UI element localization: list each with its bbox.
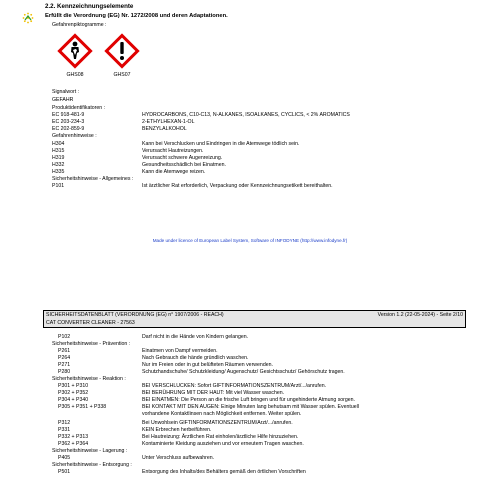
precaution-text: Kontaminierte Kleidung ausziehen und vor erneutem Tragen waschen. bbox=[142, 441, 304, 447]
precaution-text: Darf nicht in die Hände von Kindern gelangen. bbox=[142, 334, 249, 340]
product-id-code: EC 918-481-9 bbox=[52, 112, 85, 118]
section-title: 2.2. Kennzeichnungselemente bbox=[45, 3, 134, 10]
precaution-code: P331 bbox=[58, 427, 71, 433]
precaution-text: Bei Hautreizung: Ärztlichen Rat einholen/ärztliche Hilfe hinzuziehen. bbox=[142, 434, 299, 440]
hazard-code: H315 bbox=[52, 148, 65, 154]
precaution-text: BEI BERÜHRUNG MIT DER HAUT: Mit viel Wasser waschen. bbox=[142, 390, 285, 396]
page-gap bbox=[0, 252, 500, 310]
pictograms-label: Gefahrenpiktogramme : bbox=[52, 22, 107, 28]
storage-label: Sicherheitshinweise - Lagerung : bbox=[52, 448, 128, 454]
hazard-text: Verursacht schwere Augenreizung. bbox=[142, 155, 223, 161]
disposal-label: Sicherheitshinweise - Entsorgung : bbox=[52, 462, 132, 468]
precaution-code: P264 bbox=[58, 355, 71, 361]
precaution-text: Entsorgung des Inhalts/des Behälters gemäß den örtlichen Vorschriften bbox=[142, 469, 306, 475]
signal-word-label: Signalwort : bbox=[52, 89, 80, 95]
precaution-text: Schutzhandschuhe/ Schutzkleidung/ Augenschutz/ Gesichtsschutz/ Gehörschutz tragen. bbox=[142, 369, 345, 375]
precaution-code: P101 bbox=[52, 183, 65, 189]
product-id-name: 2-ETHYLHEXAN-1-OL bbox=[142, 119, 195, 125]
pictogram-code: GHS08 bbox=[66, 72, 84, 78]
hazard-code: H335 bbox=[52, 169, 65, 175]
precaution-text: Nach Gebrauch die hände gründlich waschen. bbox=[142, 355, 249, 361]
precaution-general-label: Sicherheitshinweise - Allgemeines : bbox=[52, 176, 134, 182]
hazard-code: H304 bbox=[52, 141, 65, 147]
precaution-text: BEI EINATMEN: Die Person an die frische Luft bringen und für ungehinderte Atmung sorgen. bbox=[142, 397, 355, 403]
version-info: Version 1.2 (22-05-2024) - Seite 2/10 bbox=[377, 312, 463, 318]
document-title: SICHERHEITSDATENBLATT (VERORDNUNG (EG) n° 1907/2006 - REACH) bbox=[46, 312, 224, 318]
precaution-text: Unter Verschluss aufbewahren. bbox=[142, 455, 215, 461]
precaution-text: vorhandene Kontaktlinsen nach Möglichkeit entfernen. Weiter spülen. bbox=[142, 411, 302, 417]
precaution-text: Einatmen von Dampf vermeiden. bbox=[142, 348, 218, 354]
precaution-code: P501 bbox=[58, 469, 71, 475]
hazard-code: H319 bbox=[52, 155, 65, 161]
precaution-text: Ist ärztlicher Rat erforderlich, Verpackung oder Kennzeichnungsetikett bereithalten. bbox=[142, 183, 333, 189]
precaution-text: Nur im Freien oder in gut belüfteten Räumen verwenden. bbox=[142, 362, 273, 368]
eu-flag-icon bbox=[22, 12, 34, 24]
regulation-statement: Erfüllt die Verordnung (EG) Nr. 1272/2008 und deren Adaptationen. bbox=[45, 13, 228, 19]
product-id-code: EC 202-859-9 bbox=[52, 126, 85, 132]
precaution-text: BEI VERSCHLUCKEN: Sofort GIFTINFORMATIONSZENTRUM/Arzt/.../anrufen. bbox=[142, 383, 327, 389]
license-footnote: Made under licence of European Label System, Software of INFODYNE (http://www.infodyne.fr) bbox=[152, 238, 348, 243]
hazard-text: Kann bei Verschlucken und Eindringen in die Atemwege tödlich sein. bbox=[142, 141, 300, 147]
precaution-code: P332 + P313 bbox=[58, 434, 89, 440]
precaution-code: P362 + P364 bbox=[58, 441, 89, 447]
page-header bbox=[43, 310, 466, 328]
precaution-code: P312 bbox=[58, 420, 71, 426]
prevention-label: Sicherheitshinweise - Prävention : bbox=[52, 341, 131, 347]
hazard-code: H332 bbox=[52, 162, 65, 168]
product-id-name: BENZYLALKOHOL bbox=[142, 126, 187, 132]
precaution-code: P405 bbox=[58, 455, 71, 461]
product-name: CAT CONVERTER CLEANER - 27563 bbox=[46, 320, 135, 326]
pictogram-code: GHS07 bbox=[113, 72, 131, 78]
precaution-code: P305 + P351 + P338 bbox=[58, 404, 107, 410]
precaution-code: P302 + P352 bbox=[58, 390, 89, 396]
precaution-code: P304 + P340 bbox=[58, 397, 89, 403]
product-ids-label: Produktidentifikatoren : bbox=[52, 105, 106, 111]
precaution-code: P271 bbox=[58, 362, 71, 368]
page-two bbox=[0, 310, 500, 500]
precaution-code: P102 bbox=[58, 334, 71, 340]
hazard-statements-label: Gefahrenhinweise : bbox=[52, 133, 97, 139]
precaution-text: KEIN Erbrechen herbeiführen. bbox=[142, 427, 212, 433]
precaution-code: P301 + P310 bbox=[58, 383, 89, 389]
reaction-label: Sicherheitshinweise - Reaktion : bbox=[52, 376, 126, 382]
precaution-code: P280 bbox=[58, 369, 71, 375]
product-id-name: HYDROCARBONS, C10-C13, N-ALKANES, ISOALKANES, CYCLICS, < 2% AROMATICS bbox=[142, 112, 350, 118]
exclamation-mark-icon bbox=[104, 33, 140, 69]
product-id-code: EC 203-234-3 bbox=[52, 119, 85, 125]
hazard-text: Gesundheitsschädlich bei Einatmen. bbox=[142, 162, 226, 168]
precaution-text: BEI KONTAKT MIT DEN AUGEN: Einige Minuten lang behutsam mit Wasser spülen. Eventuell bbox=[142, 404, 359, 410]
hazard-text: Verursacht Hautreizungen. bbox=[142, 148, 204, 154]
health-hazard-icon bbox=[57, 33, 93, 69]
precaution-code: P261 bbox=[58, 348, 71, 354]
precaution-text: Bei Unwohlsein GIFTINFORMATIONSZENTRUM/Arzt/.../anrufen. bbox=[142, 420, 293, 426]
hazard-text: Kann die Atemwege reizen. bbox=[142, 169, 206, 175]
signal-word: GEFAHR bbox=[52, 97, 74, 103]
